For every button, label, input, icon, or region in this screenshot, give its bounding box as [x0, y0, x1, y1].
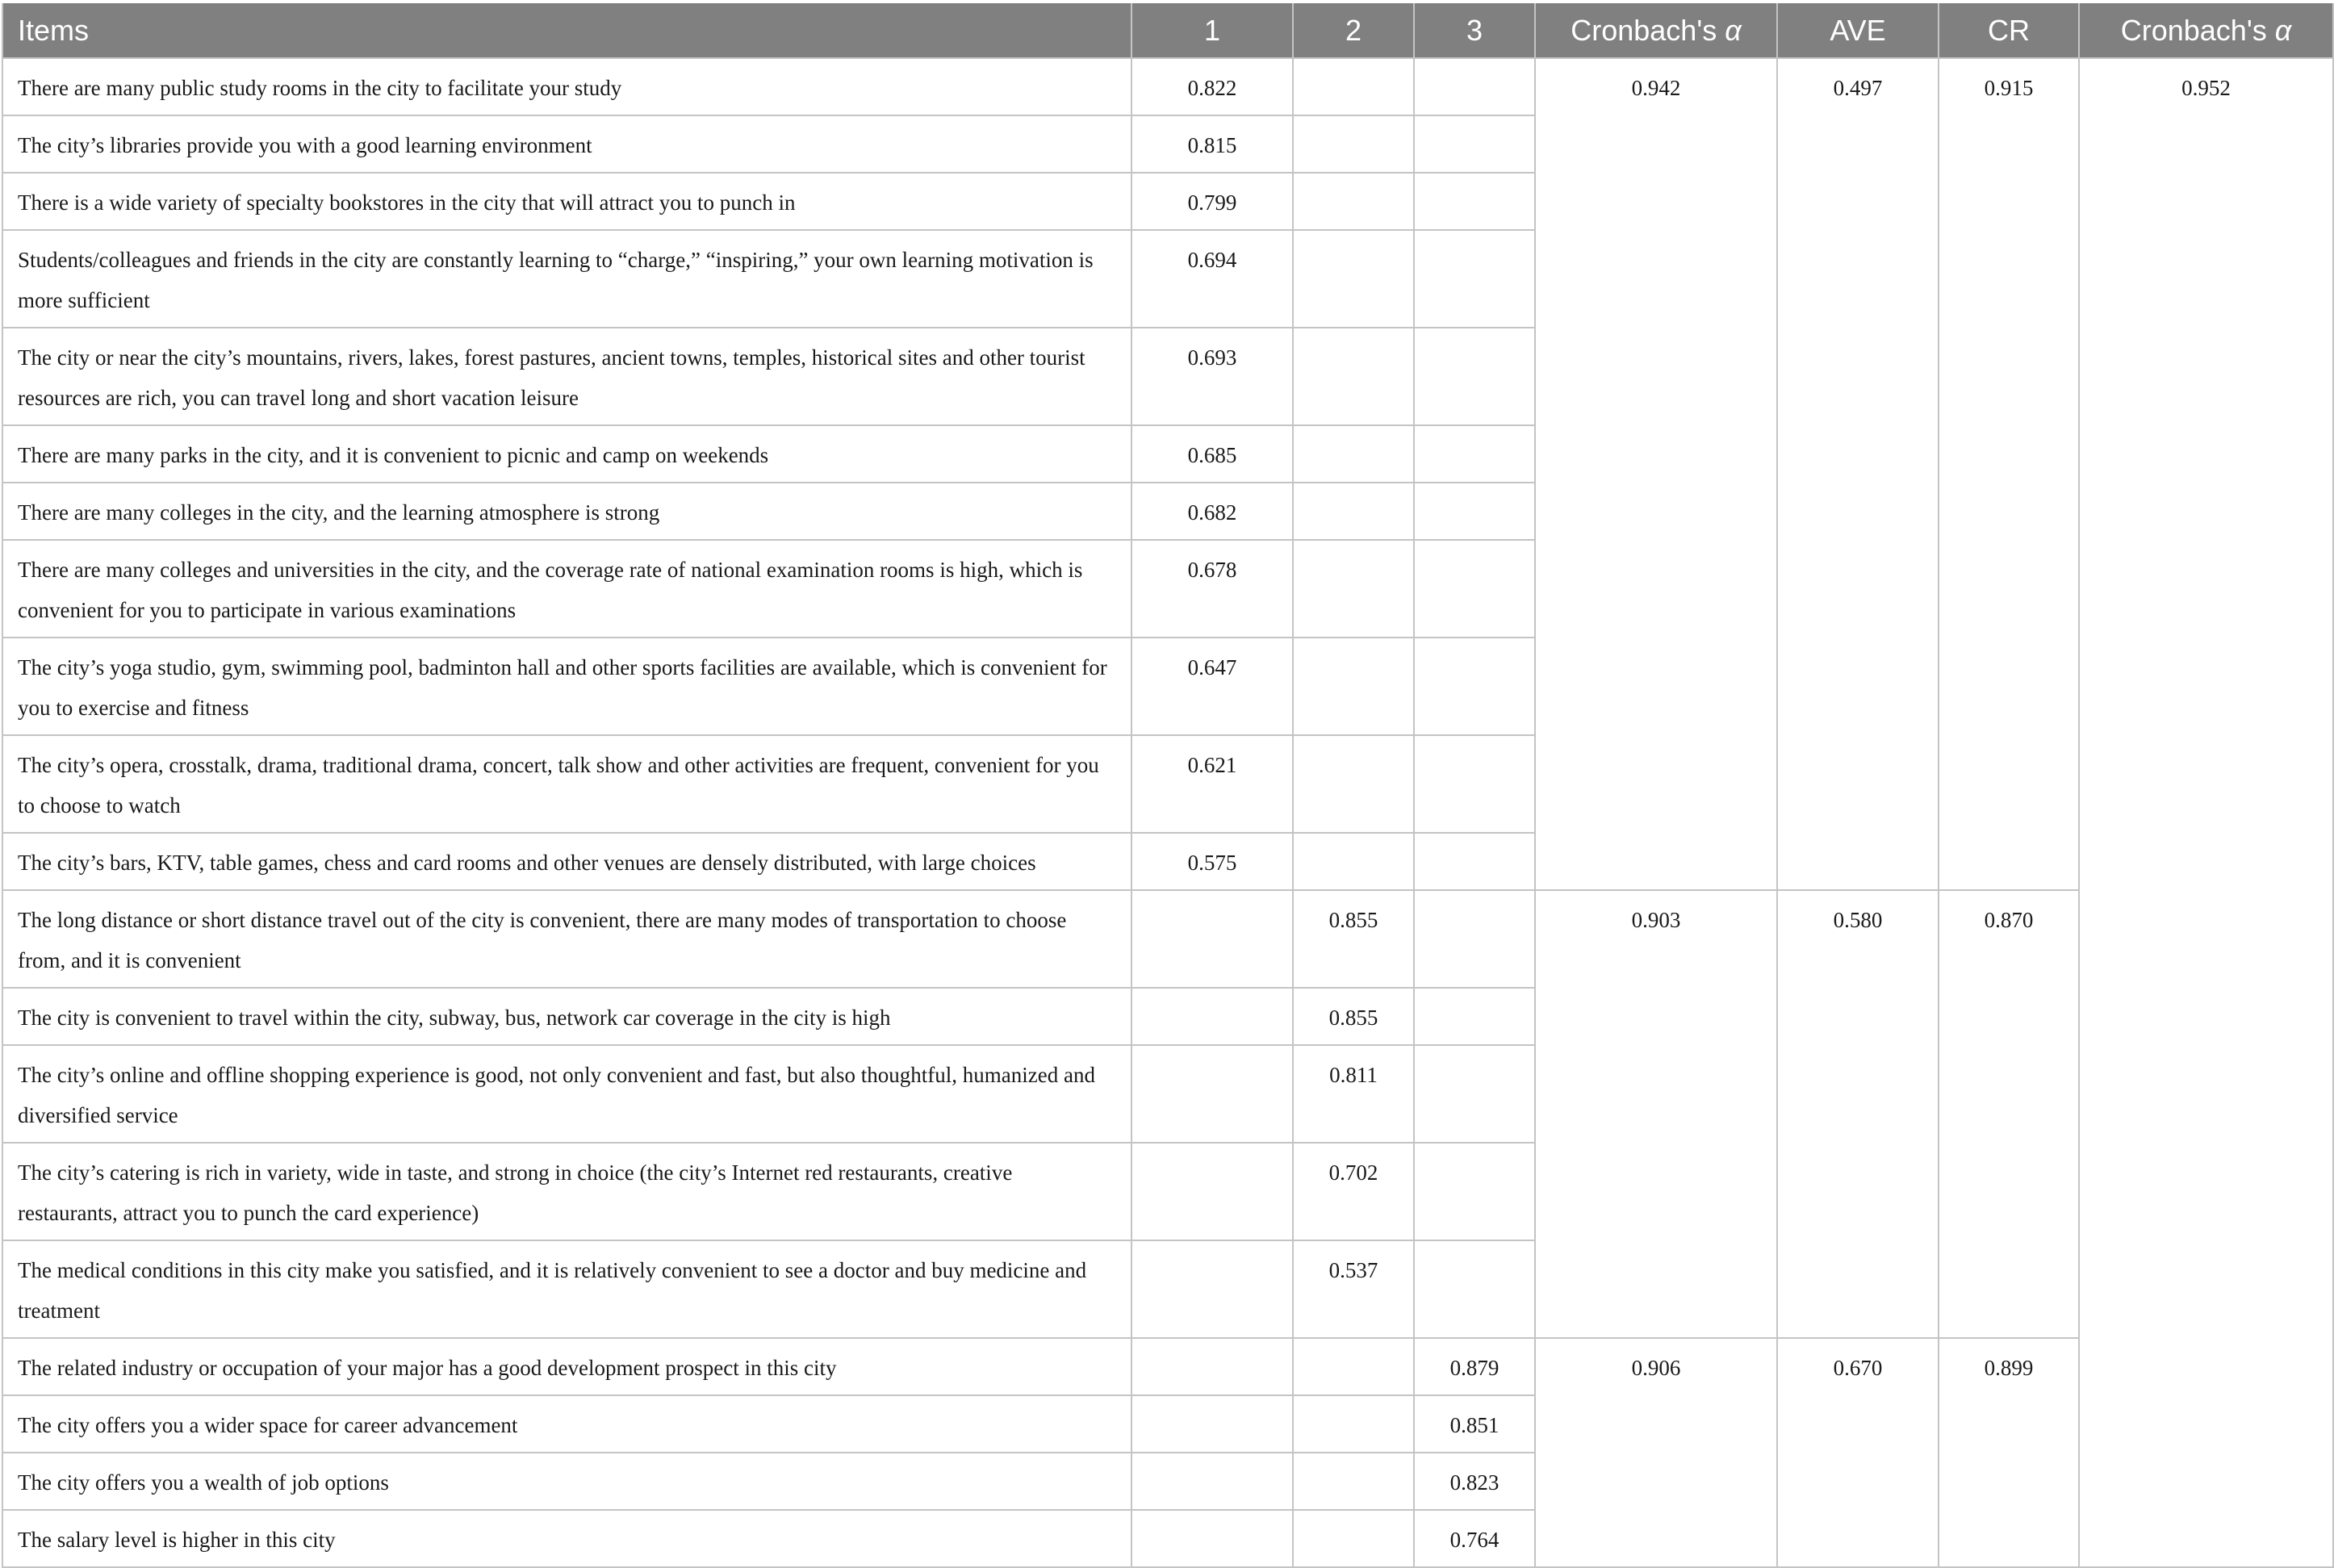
- item-text: The long distance or short distance travel out of the city is convenient, there are many modes of transportation to choose from, and it is convenient: [2, 890, 1131, 988]
- factor-1-empty: [1131, 1045, 1293, 1143]
- factor-3-empty: [1414, 58, 1535, 115]
- factor-2-empty: [1293, 483, 1414, 540]
- factor-1-loading: 0.575: [1131, 833, 1293, 890]
- factor-3-empty: [1414, 425, 1535, 483]
- factor-1-empty: [1131, 1453, 1293, 1510]
- item-text: The city offers you a wealth of job options: [2, 1453, 1131, 1510]
- table-row: [2, 890, 2333, 988]
- cronbach-alpha-header: [1535, 3, 1777, 58]
- item-text: The city is convenient to travel within the city, subway, bus, network car coverage in the city is high: [2, 988, 1131, 1045]
- factor-1-empty: [1131, 1240, 1293, 1338]
- factor-2-empty: [1293, 735, 1414, 833]
- factor-2-empty: [1293, 425, 1414, 483]
- factor-2-empty: [1293, 638, 1414, 735]
- group-cr: 0.915: [1939, 58, 2079, 890]
- factor-3-empty: [1414, 1240, 1535, 1338]
- factor-3-empty: [1414, 638, 1535, 735]
- total-cronbach-alpha-header-text: Cronbach's: [2120, 13, 2267, 47]
- cr-header: CR: [1939, 3, 2079, 58]
- factor-1-loading: 0.685: [1131, 425, 1293, 483]
- factor-1-loading: 0.682: [1131, 483, 1293, 540]
- factor-1-loading: 0.647: [1131, 638, 1293, 735]
- table-body: [2, 58, 2333, 1567]
- factor-1-loading: 0.799: [1131, 173, 1293, 230]
- factor-3-empty: [1414, 173, 1535, 230]
- group-cronbach-alpha: 0.906: [1535, 1338, 1777, 1567]
- factor-3-empty: [1414, 483, 1535, 540]
- factor-3-empty: [1414, 328, 1535, 425]
- factor-2-empty: [1293, 1338, 1414, 1395]
- group-cr: 0.899: [1939, 1338, 2079, 1567]
- item-text: Students/colleagues and friends in the city are constantly learning to “charge,” “inspiring,” your own learning motivation is more sufficient: [2, 230, 1131, 328]
- group-ave: 0.670: [1777, 1338, 1939, 1567]
- factor-analysis-table: [2, 3, 2334, 1568]
- factor-1-loading: 0.678: [1131, 540, 1293, 638]
- factor-3-empty: [1414, 735, 1535, 833]
- item-text: The city’s yoga studio, gym, swimming pool, badminton hall and other sports facilities are available, which is convenient for you to exercise and fitness: [2, 638, 1131, 735]
- factor-2-loading: 0.702: [1293, 1143, 1414, 1240]
- factor-1-empty: [1131, 988, 1293, 1045]
- item-text: There are many colleges and universities in the city, and the coverage rate of national examination rooms is high, which is convenient for you to participate in various examinations: [2, 540, 1131, 638]
- factor-2-empty: [1293, 58, 1414, 115]
- factor-1-empty: [1131, 890, 1293, 988]
- item-text: There are many colleges in the city, and the learning atmosphere is strong: [2, 483, 1131, 540]
- table-row: [2, 1338, 2333, 1395]
- item-text: The city or near the city’s mountains, rivers, lakes, forest pastures, ancient towns, temples, historical sites and other tourist resources are rich, you can travel long and short vacation leisure: [2, 328, 1131, 425]
- factor-3-empty: [1414, 890, 1535, 988]
- group-ave: 0.497: [1777, 58, 1939, 890]
- items-header: Items: [2, 3, 1131, 58]
- item-text: There are many parks in the city, and it is convenient to picnic and camp on weekends: [2, 425, 1131, 483]
- ave-header: AVE: [1777, 3, 1939, 58]
- factor-1-loading: 0.822: [1131, 58, 1293, 115]
- group-ave: 0.580: [1777, 890, 1939, 1338]
- alpha-symbol: α: [2274, 13, 2292, 47]
- item-text: The salary level is higher in this city: [2, 1510, 1131, 1567]
- factor-2-empty: [1293, 1395, 1414, 1453]
- factor-2-header: 2: [1293, 3, 1414, 58]
- item-text: The city’s catering is rich in variety, wide in taste, and strong in choice (the city’s Internet red restaurants, creative restaurants, attract you to punch the card experience): [2, 1143, 1131, 1240]
- item-text: The medical conditions in this city make you satisfied, and it is relatively convenient to see a doctor and buy medicine and treatment: [2, 1240, 1131, 1338]
- factor-3-loading: 0.851: [1414, 1395, 1535, 1453]
- group-cr: 0.870: [1939, 890, 2079, 1338]
- factor-1-loading: 0.621: [1131, 735, 1293, 833]
- item-text: There is a wide variety of specialty bookstores in the city that will attract you to punch in: [2, 173, 1131, 230]
- item-text: The city’s opera, crosstalk, drama, traditional drama, concert, talk show and other activities are frequent, convenient for you to choose to watch: [2, 735, 1131, 833]
- factor-3-empty: [1414, 230, 1535, 328]
- factor-3-empty: [1414, 833, 1535, 890]
- factor-2-empty: [1293, 328, 1414, 425]
- factor-3-loading: 0.879: [1414, 1338, 1535, 1395]
- factor-3-empty: [1414, 988, 1535, 1045]
- factor-2-empty: [1293, 173, 1414, 230]
- factor-1-loading: 0.694: [1131, 230, 1293, 328]
- factor-1-empty: [1131, 1510, 1293, 1567]
- factor-2-loading: 0.811: [1293, 1045, 1414, 1143]
- factor-2-empty: [1293, 540, 1414, 638]
- factor-1-loading: 0.693: [1131, 328, 1293, 425]
- factor-3-loading: 0.823: [1414, 1453, 1535, 1510]
- factor-3-empty: [1414, 115, 1535, 173]
- factor-1-loading: 0.815: [1131, 115, 1293, 173]
- factor-3-empty: [1414, 1143, 1535, 1240]
- factor-3-empty: [1414, 540, 1535, 638]
- factor-2-loading: 0.855: [1293, 890, 1414, 988]
- factor-2-empty: [1293, 833, 1414, 890]
- factor-1-empty: [1131, 1395, 1293, 1453]
- total-cronbach-alpha: 0.952: [2079, 58, 2333, 1567]
- factor-3-header: 3: [1414, 3, 1535, 58]
- factor-2-loading: 0.855: [1293, 988, 1414, 1045]
- header-row: [2, 3, 2333, 58]
- factor-2-empty: [1293, 115, 1414, 173]
- item-text: The city’s bars, KTV, table games, chess and card rooms and other venues are densely distributed, with large choices: [2, 833, 1131, 890]
- factor-2-empty: [1293, 1510, 1414, 1567]
- total-cronbach-alpha-header: [2079, 3, 2333, 58]
- factor-2-empty: [1293, 1453, 1414, 1510]
- cronbach-alpha-header-text: Cronbach's: [1571, 13, 1717, 47]
- factor-2-loading: 0.537: [1293, 1240, 1414, 1338]
- factor-1-empty: [1131, 1338, 1293, 1395]
- group-cronbach-alpha: 0.942: [1535, 58, 1777, 890]
- item-text: There are many public study rooms in the city to facilitate your study: [2, 58, 1131, 115]
- item-text: The city’s online and offline shopping experience is good, not only convenient and fast, but also thoughtful, humanized and diversified service: [2, 1045, 1131, 1143]
- table-row: [2, 58, 2333, 115]
- alpha-symbol: α: [1725, 13, 1742, 47]
- factor-2-empty: [1293, 230, 1414, 328]
- item-text: The city offers you a wider space for career advancement: [2, 1395, 1131, 1453]
- factor-3-loading: 0.764: [1414, 1510, 1535, 1567]
- group-cronbach-alpha: 0.903: [1535, 890, 1777, 1338]
- factor-1-header: 1: [1131, 3, 1293, 58]
- item-text: The related industry or occupation of your major has a good development prospect in this city: [2, 1338, 1131, 1395]
- factor-1-empty: [1131, 1143, 1293, 1240]
- factor-3-empty: [1414, 1045, 1535, 1143]
- item-text: The city’s libraries provide you with a good learning environment: [2, 115, 1131, 173]
